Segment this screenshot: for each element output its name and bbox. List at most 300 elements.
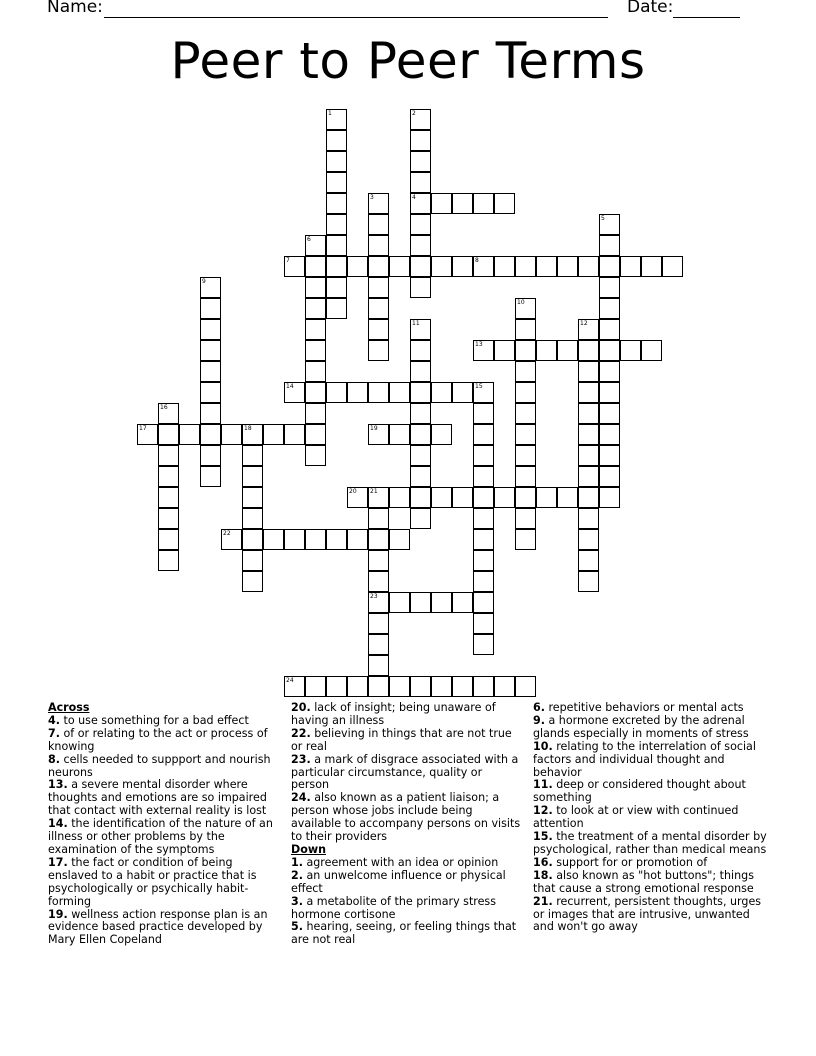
grid-cell[interactable] [410,214,431,235]
grid-cell[interactable] [200,403,221,424]
grid-cell[interactable] [578,487,599,508]
clue-text: a hormone excreted by the adrenal glands especially in moments of stress [533,713,749,740]
clue-number: 8. [48,752,60,766]
grid-cell[interactable] [305,277,326,298]
grid-cell[interactable] [515,424,536,445]
grid-cell[interactable] [557,340,578,361]
clue-text: hearing, seeing, or feeling things that are not real [291,920,517,947]
grid-cell[interactable] [599,277,620,298]
grid-cell[interactable] [410,592,431,613]
cell-number: 8 [475,257,479,264]
grid-cell[interactable] [347,676,368,697]
grid-cell[interactable] [515,403,536,424]
grid-cell[interactable] [578,319,599,340]
grid-cell[interactable] [179,424,200,445]
grid-cell[interactable] [368,256,389,277]
grid-cell[interactable] [431,424,452,445]
clue-number: 6. [533,701,545,714]
clue-across-24 [291,792,523,844]
grid-cell[interactable] [305,424,326,445]
cell-number: 11 [412,320,420,327]
clue-number: 18. [533,868,553,882]
grid-cell[interactable] [578,403,599,424]
clue-text: recurrent, persistent thoughts, urges or images that are intrusive, unwanted and won't go away [533,894,762,934]
cell-number: 2 [412,110,416,117]
cell-number: 15 [475,383,483,390]
grid-cell[interactable] [578,361,599,382]
cell-number: 16 [160,404,168,411]
grid-cell[interactable] [368,550,389,571]
grid-cell[interactable] [599,382,620,403]
clue-down-18 [533,870,771,896]
grid-cell[interactable] [473,634,494,655]
grid-cell[interactable] [515,445,536,466]
grid-cell[interactable] [326,130,347,151]
grid-cell[interactable] [452,193,473,214]
grid-cell[interactable] [452,256,473,277]
clue-down-10 [533,741,771,780]
grid-cell[interactable] [158,403,179,424]
grid-cell[interactable] [473,424,494,445]
grid-cell[interactable] [515,361,536,382]
grid-cell[interactable] [662,256,683,277]
clue-text: repetitive behaviors or mental acts [548,701,744,714]
cell-number: 12 [580,320,588,327]
clue-across-7 [48,728,280,754]
grid-cell[interactable] [599,403,620,424]
grid-cell[interactable] [515,256,536,277]
cell-number: 1 [328,110,332,117]
clue-text: a mark of disgrace associated with a particular circumstance, quality or person [291,752,519,792]
grid-cell[interactable] [515,298,536,319]
grid-cell[interactable] [368,676,389,697]
grid-cell[interactable] [410,172,431,193]
grid-cell[interactable] [368,340,389,361]
cell-number: 24 [286,677,294,684]
clue-text: the fact or condition of being enslaved to a habit or practice that is psychologically or psychically habit-forming [48,855,257,908]
grid-cell[interactable] [347,382,368,403]
grid-cell[interactable] [368,529,389,550]
clue-down-11 [533,779,771,805]
clue-text: agreement with an idea or opinion [306,855,499,869]
grid-cell[interactable] [242,550,263,571]
clue-text: also known as "hot buttons"; things that cause a strong emotional response [533,868,754,895]
grid-cell[interactable] [410,277,431,298]
clue-column-1 [48,702,280,947]
grid-cell[interactable] [158,487,179,508]
grid-cell[interactable] [158,508,179,529]
clue-number: 20. [291,701,311,714]
clue-across-8 [48,754,280,780]
grid-cell[interactable] [284,256,305,277]
grid-cell[interactable] [389,529,410,550]
grid-cell[interactable] [599,256,620,277]
grid-cell[interactable] [410,340,431,361]
grid-cell[interactable] [494,256,515,277]
clue-number: 1. [291,855,303,869]
grid-cell[interactable] [641,256,662,277]
grid-cell[interactable] [452,382,473,403]
clue-text: a metabolite of the primary stress hormone cortisone [291,894,496,921]
grid-cell[interactable] [158,466,179,487]
grid-cell[interactable] [431,382,452,403]
grid-cell[interactable] [200,319,221,340]
clue-number: 7. [48,726,60,740]
grid-cell[interactable] [389,256,410,277]
clue-text: wellness action response plan is an evidence based practice developed by Mary Ellen Copeland [48,907,268,947]
cell-number: 23 [370,593,378,600]
grid-cell[interactable] [536,256,557,277]
grid-cell[interactable] [431,676,452,697]
grid-cell[interactable] [473,508,494,529]
grid-cell[interactable] [221,424,242,445]
grid-cell[interactable] [200,340,221,361]
grid-cell[interactable] [158,529,179,550]
clue-text: the identification of the nature of an illness or other problems by the examination of the symptoms [48,817,273,856]
clue-number: 24. [291,791,311,805]
grid-cell[interactable] [494,487,515,508]
cell-number: 21 [370,488,378,495]
page-title: Peer to Peer Terms [170,32,646,90]
grid-cell[interactable] [599,235,620,256]
grid-cell[interactable] [599,487,620,508]
grid-cell[interactable] [515,676,536,697]
grid-cell[interactable] [452,592,473,613]
grid-cell[interactable] [473,445,494,466]
grid-cell[interactable] [305,340,326,361]
grid-cell[interactable] [515,529,536,550]
clue-down-9 [533,715,771,741]
grid-cell[interactable] [473,256,494,277]
grid-cell[interactable] [200,445,221,466]
grid-cell[interactable] [305,445,326,466]
clue-number: 15. [533,830,553,844]
grid-cell[interactable] [620,340,641,361]
grid-cell[interactable] [326,382,347,403]
grid-cell[interactable] [410,235,431,256]
grid-cell[interactable] [578,571,599,592]
grid-cell[interactable] [578,466,599,487]
grid-cell[interactable] [599,319,620,340]
grid-cell[interactable] [431,487,452,508]
grid-cell[interactable] [599,466,620,487]
grid-cell[interactable] [494,340,515,361]
grid-cell[interactable] [515,382,536,403]
grid-cell[interactable] [368,613,389,634]
grid-cell[interactable] [410,466,431,487]
grid-cell[interactable] [410,403,431,424]
grid-cell[interactable] [200,361,221,382]
grid-cell[interactable] [326,172,347,193]
grid-cell[interactable] [473,466,494,487]
grid-cell[interactable] [242,466,263,487]
grid-cell[interactable] [200,277,221,298]
clue-text: cells needed to suppport and nourish neurons [48,752,271,779]
grid-cell[interactable] [473,529,494,550]
clue-across-17 [48,857,280,909]
clue-text: to look at or view with continued attention [533,804,739,831]
clue-column-3 [533,702,771,934]
grid-cell[interactable] [389,676,410,697]
clue-column-2 [291,702,523,947]
grid-cell[interactable] [473,550,494,571]
down-heading: Down [291,842,326,856]
grid-cell[interactable] [368,214,389,235]
grid-cell[interactable] [305,382,326,403]
grid-cell[interactable] [410,193,431,214]
grid-cell[interactable] [410,361,431,382]
clue-number: 22. [291,726,311,740]
grid-cell[interactable] [515,508,536,529]
cell-number: 7 [286,257,290,264]
name-label: Name: [47,0,103,17]
grid-cell[interactable] [599,298,620,319]
grid-cell[interactable] [305,319,326,340]
grid-cell[interactable] [200,382,221,403]
grid-cell[interactable] [599,445,620,466]
grid-cell[interactable] [473,382,494,403]
grid-cell[interactable] [347,256,368,277]
date-label: Date: [627,0,674,17]
grid-cell[interactable] [326,298,347,319]
clue-number: 4. [48,713,60,727]
grid-cell[interactable] [515,487,536,508]
clue-number: 19. [48,907,68,921]
grid-cell[interactable] [557,256,578,277]
grid-cell[interactable] [473,676,494,697]
grid-cell[interactable] [305,676,326,697]
grid-cell[interactable] [452,676,473,697]
grid-cell[interactable] [368,277,389,298]
grid-cell[interactable] [410,508,431,529]
grid-cell[interactable] [410,256,431,277]
clue-number: 5. [291,920,303,934]
clue-number: 17. [48,855,68,869]
grid-cell[interactable] [368,655,389,676]
clue-text: relating to the interrelation of social factors and individual thought and behavior [533,739,756,779]
grid-cell[interactable] [410,130,431,151]
clue-text: an unwelcome influence or physical effect [291,868,506,895]
cell-number: 17 [139,425,147,432]
clue-text: deep or considered thought about something [533,778,746,805]
grid-cell[interactable] [494,193,515,214]
grid-cell[interactable] [473,571,494,592]
grid-cell[interactable] [641,340,662,361]
grid-cell[interactable] [305,403,326,424]
cell-number: 3 [370,194,374,201]
grid-cell[interactable] [431,256,452,277]
clue-number: 21. [533,894,553,908]
clue-across-14 [48,818,280,857]
grid-cell[interactable] [158,550,179,571]
grid-cell[interactable] [515,466,536,487]
grid-cell[interactable] [578,424,599,445]
grid-cell[interactable] [200,424,221,445]
grid-cell[interactable] [368,508,389,529]
clue-text: a severe mental disorder where thoughts and emotions are so impaired that contact with external reality is lost [48,778,267,818]
grid-cell[interactable] [410,151,431,172]
clue-down-2 [291,870,523,896]
grid-cell[interactable] [389,592,410,613]
grid-cell[interactable] [599,424,620,445]
grid-cell[interactable] [536,487,557,508]
grid-cell[interactable] [368,235,389,256]
grid-cell[interactable] [200,466,221,487]
grid-cell[interactable] [326,256,347,277]
grid-cell[interactable] [494,676,515,697]
grid-cell[interactable] [473,193,494,214]
grid-cell[interactable] [578,529,599,550]
grid-cell[interactable] [536,340,557,361]
grid-cell[interactable] [473,592,494,613]
grid-cell[interactable] [431,193,452,214]
clue-number: 13. [48,778,68,792]
grid-cell[interactable] [410,109,431,130]
clue-number: 11. [533,778,553,792]
across-heading: Across [48,701,90,714]
grid-cell[interactable] [410,382,431,403]
grid-cell[interactable] [410,445,431,466]
clue-down-3 [291,896,523,922]
cell-number: 10 [517,299,525,306]
grid-cell[interactable] [158,445,179,466]
grid-cell[interactable] [515,319,536,340]
clue-down-21 [533,896,771,935]
clue-number: 12. [533,804,553,818]
grid-cell[interactable] [200,298,221,319]
grid-cell[interactable] [326,151,347,172]
grid-cell[interactable] [263,424,284,445]
grid-cell[interactable] [578,340,599,361]
grid-cell[interactable] [431,592,452,613]
clue-number: 14. [48,817,68,831]
grid-cell[interactable] [578,508,599,529]
cell-number: 4 [412,194,416,201]
cell-number: 18 [244,425,252,432]
grid-cell[interactable] [599,214,620,235]
grid-cell[interactable] [326,109,347,130]
clue-text: of or relating to the act or process of knowing [48,726,268,753]
grid-cell[interactable] [326,193,347,214]
grid-cell[interactable] [368,193,389,214]
clue-across-20 [291,702,523,728]
grid-cell[interactable] [326,529,347,550]
grid-cell[interactable] [368,424,389,445]
grid-cell[interactable] [410,319,431,340]
clue-number: 10. [533,739,553,753]
clue-text: to use something for a bad effect [63,713,249,727]
clue-text: the treatment of a mental disorder by psychological, rather than medical means [533,830,767,856]
grid-cell[interactable] [368,298,389,319]
grid-cell[interactable] [473,340,494,361]
clue-number: 2. [291,868,303,882]
grid-cell[interactable] [578,382,599,403]
grid-cell[interactable] [284,529,305,550]
grid-cell[interactable] [599,340,620,361]
grid-cell[interactable] [326,277,347,298]
grid-cell[interactable] [305,361,326,382]
cell-number: 20 [349,488,357,495]
clue-across-19 [48,909,280,948]
grid-cell[interactable] [578,256,599,277]
clue-down-15 [533,831,771,857]
grid-cell[interactable] [389,382,410,403]
cell-number: 19 [370,425,378,432]
grid-cell[interactable] [473,403,494,424]
grid-cell[interactable] [305,529,326,550]
grid-cell[interactable] [305,235,326,256]
grid-cell[interactable] [242,424,263,445]
grid-cell[interactable] [263,529,284,550]
clue-text: lack of insight; being unaware of having an illness [291,701,496,727]
clue-text: believing in things that are not true or real [291,726,512,753]
grid-cell[interactable] [305,298,326,319]
grid-cell[interactable] [368,382,389,403]
grid-cell[interactable] [368,592,389,613]
grid-cell[interactable] [284,424,305,445]
grid-cell[interactable] [284,382,305,403]
clue-number: 3. [291,894,303,908]
grid-cell[interactable] [599,361,620,382]
grid-cell[interactable] [452,487,473,508]
grid-cell[interactable] [242,508,263,529]
cell-number: 13 [475,341,483,348]
grid-cell[interactable] [578,550,599,571]
grid-cell[interactable] [347,529,368,550]
grid-cell[interactable] [326,214,347,235]
cell-number: 9 [202,278,206,285]
grid-cell[interactable] [221,529,242,550]
grid-cell[interactable] [410,487,431,508]
clue-text: support for or promotion of [556,855,708,869]
grid-cell[interactable] [410,676,431,697]
grid-cell[interactable] [410,424,431,445]
clue-number: 16. [533,855,553,869]
clue-text: also known as a patient liaison; a person whose jobs include being available to accompany persons on visits to their providers [291,791,521,844]
grid-cell[interactable] [326,235,347,256]
grid-cell[interactable] [473,487,494,508]
grid-cell[interactable] [347,487,368,508]
grid-cell[interactable] [557,487,578,508]
cell-number: 14 [286,383,294,390]
clue-number: 23. [291,752,311,766]
grid-cell[interactable] [326,676,347,697]
grid-cell[interactable] [137,424,158,445]
grid-cell[interactable] [284,676,305,697]
grid-cell[interactable] [242,445,263,466]
grid-cell[interactable] [242,571,263,592]
grid-cell[interactable] [473,613,494,634]
grid-cell[interactable] [368,487,389,508]
grid-cell[interactable] [620,256,641,277]
grid-cell[interactable] [242,487,263,508]
grid-cell[interactable] [305,256,326,277]
grid-cell[interactable] [158,424,179,445]
grid-cell[interactable] [578,445,599,466]
clue-down-5 [291,921,523,947]
grid-cell[interactable] [389,424,410,445]
cell-number: 22 [223,530,231,537]
grid-cell[interactable] [368,634,389,655]
grid-cell[interactable] [368,319,389,340]
grid-cell[interactable] [368,571,389,592]
grid-cell[interactable] [242,529,263,550]
clue-across-22 [291,728,523,754]
clue-down-12 [533,805,771,831]
grid-cell[interactable] [389,487,410,508]
cell-number: 5 [601,215,605,222]
grid-cell[interactable] [515,340,536,361]
